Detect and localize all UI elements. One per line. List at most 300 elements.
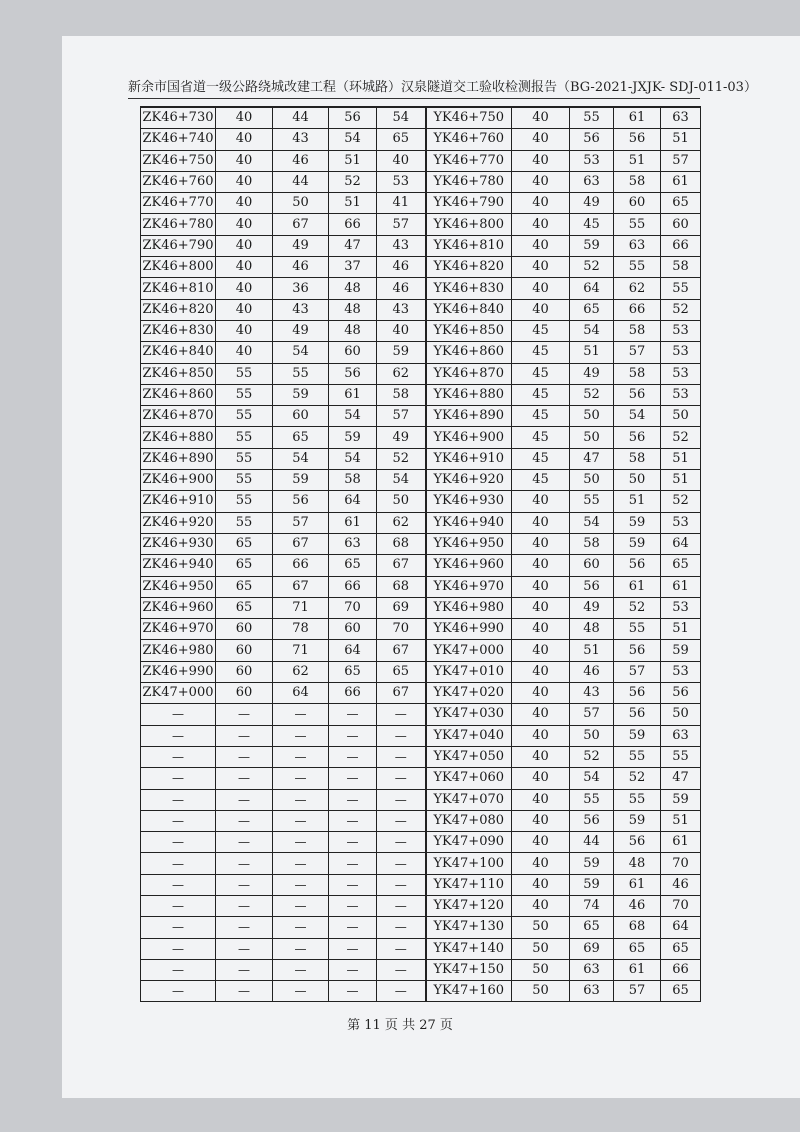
table-cell: —: [141, 810, 216, 831]
table-cell: —: [329, 725, 377, 746]
table-cell: 40: [216, 150, 273, 171]
table-cell: 59: [614, 533, 661, 554]
table-cell: 51: [661, 619, 701, 640]
table-cell: —: [329, 746, 377, 767]
table-cell: —: [377, 704, 426, 725]
table-cell: 45: [512, 342, 570, 363]
table-cell: —: [329, 832, 377, 853]
table-cell: —: [273, 895, 329, 916]
table-cell: 63: [661, 725, 701, 746]
table-cell: ZK46+970: [141, 619, 216, 640]
table-cell: 55: [614, 789, 661, 810]
table-cell: 40: [512, 193, 570, 214]
table-cell: 48: [329, 299, 377, 320]
table-cell: —: [141, 917, 216, 938]
table-cell: 56: [329, 363, 377, 384]
table-row: [141, 470, 701, 491]
table-cell: 40: [512, 746, 570, 767]
table-cell: 61: [614, 959, 661, 980]
table-cell: 57: [570, 704, 614, 725]
table-cell: 46: [661, 874, 701, 895]
table-cell: 40: [512, 832, 570, 853]
table-cell: 59: [614, 810, 661, 831]
table-cell: 69: [570, 938, 614, 959]
table-cell: YK47+080: [426, 810, 512, 831]
table-cell: 57: [614, 661, 661, 682]
table-row: [141, 448, 701, 469]
table-cell: 43: [273, 129, 329, 150]
table-cell: YK47+030: [426, 704, 512, 725]
table-cell: —: [216, 917, 273, 938]
table-cell: YK46+940: [426, 512, 512, 533]
table-cell: 54: [329, 129, 377, 150]
table-cell: 52: [614, 768, 661, 789]
table-cell: 58: [377, 384, 426, 405]
table-cell: 56: [614, 683, 661, 704]
table-cell: 56: [614, 384, 661, 405]
table-cell: —: [377, 768, 426, 789]
table-cell: 45: [512, 448, 570, 469]
table-cell: 40: [512, 107, 570, 129]
table-cell: —: [273, 874, 329, 895]
table-cell: 59: [661, 789, 701, 810]
table-cell: 44: [273, 171, 329, 192]
table-cell: 57: [614, 342, 661, 363]
table-cell: —: [141, 704, 216, 725]
table-cell: 53: [661, 384, 701, 405]
report-header: 新余市国省道一级公路绕城改建工程（环城路）汉泉隧道交工验收检测报告（BG-2021-JXJK- SDJ-011-03）: [128, 80, 757, 95]
table-cell: 51: [661, 448, 701, 469]
table-cell: 59: [273, 470, 329, 491]
table-row: [141, 725, 701, 746]
table-cell: —: [141, 853, 216, 874]
table-cell: —: [329, 853, 377, 874]
table-cell: 36: [273, 278, 329, 299]
table-cell: 65: [216, 576, 273, 597]
table-row: [141, 406, 701, 427]
table-cell: 69: [377, 597, 426, 618]
table-row: [141, 150, 701, 171]
table-cell: 65: [570, 299, 614, 320]
table-cell: 65: [216, 597, 273, 618]
table-row: [141, 235, 701, 256]
table-cell: 40: [512, 129, 570, 150]
table-cell: YK46+860: [426, 342, 512, 363]
table-cell: 71: [273, 640, 329, 661]
table-cell: 67: [273, 214, 329, 235]
table-cell: 62: [614, 278, 661, 299]
table-cell: —: [216, 704, 273, 725]
table-cell: 59: [570, 874, 614, 895]
table-row: [141, 832, 701, 853]
table-cell: 40: [512, 150, 570, 171]
table-cell: 46: [377, 257, 426, 278]
table-cell: 65: [614, 938, 661, 959]
table-cell: —: [377, 874, 426, 895]
table-cell: YK46+970: [426, 576, 512, 597]
table-cell: YK46+810: [426, 235, 512, 256]
table-cell: 49: [570, 597, 614, 618]
table-cell: 64: [661, 917, 701, 938]
table-cell: 40: [512, 640, 570, 661]
table-cell: —: [273, 789, 329, 810]
table-cell: 51: [329, 150, 377, 171]
table-row: [141, 342, 701, 363]
table-row: [141, 895, 701, 916]
table-cell: —: [141, 895, 216, 916]
table-row: [141, 555, 701, 576]
table-cell: —: [329, 959, 377, 980]
page-number: 第 11 页 共 27 页: [347, 1018, 453, 1033]
table-cell: 61: [661, 171, 701, 192]
table-cell: 40: [512, 661, 570, 682]
table-cell: —: [273, 810, 329, 831]
table-cell: YK46+800: [426, 214, 512, 235]
table-cell: 65: [661, 193, 701, 214]
table-cell: YK46+910: [426, 448, 512, 469]
table-cell: 55: [216, 363, 273, 384]
table-cell: —: [141, 959, 216, 980]
table-cell: 60: [273, 406, 329, 427]
table-cell: —: [141, 768, 216, 789]
table-cell: 68: [377, 533, 426, 554]
table-cell: YK47+010: [426, 661, 512, 682]
table-row: [141, 938, 701, 959]
table-cell: YK47+150: [426, 959, 512, 980]
table-cell: ZK46+790: [141, 235, 216, 256]
table-cell: 46: [273, 257, 329, 278]
table-cell: 68: [614, 917, 661, 938]
table-cell: —: [216, 895, 273, 916]
table-cell: 51: [661, 129, 701, 150]
table-cell: —: [377, 810, 426, 831]
table-cell: 50: [512, 938, 570, 959]
table-cell: ZK46+870: [141, 406, 216, 427]
table-cell: ZK46+900: [141, 470, 216, 491]
table-cell: 65: [216, 555, 273, 576]
table-cell: 65: [661, 555, 701, 576]
table-cell: 65: [377, 661, 426, 682]
table-cell: 51: [570, 640, 614, 661]
table-cell: —: [216, 853, 273, 874]
table-cell: 53: [661, 512, 701, 533]
table-row: [141, 320, 701, 341]
table-cell: YK46+750: [426, 107, 512, 129]
table-cell: 60: [661, 214, 701, 235]
table-cell: 45: [512, 384, 570, 405]
table-cell: 60: [216, 661, 273, 682]
table-cell: 59: [614, 725, 661, 746]
table-cell: YK47+100: [426, 853, 512, 874]
table-cell: 50: [273, 193, 329, 214]
table-cell: YK46+900: [426, 427, 512, 448]
table-cell: —: [377, 959, 426, 980]
table-cell: 52: [329, 171, 377, 192]
table-cell: 59: [377, 342, 426, 363]
table-cell: 44: [570, 832, 614, 853]
table-cell: —: [141, 789, 216, 810]
table-cell: 67: [377, 555, 426, 576]
table-cell: 50: [512, 981, 570, 1002]
table-cell: 53: [377, 171, 426, 192]
table-cell: 50: [570, 725, 614, 746]
table-cell: ZK46+980: [141, 640, 216, 661]
table-cell: 40: [512, 874, 570, 895]
table-cell: ZK46+990: [141, 661, 216, 682]
table-cell: 63: [570, 959, 614, 980]
table-cell: 58: [614, 363, 661, 384]
table-cell: 64: [661, 533, 701, 554]
table-cell: 51: [570, 342, 614, 363]
header-divider: [128, 98, 700, 99]
table-cell: YK47+130: [426, 917, 512, 938]
table-cell: 40: [512, 491, 570, 512]
table-cell: 61: [614, 107, 661, 129]
table-cell: —: [377, 895, 426, 916]
table-row: [141, 746, 701, 767]
table-cell: —: [141, 725, 216, 746]
table-cell: 46: [570, 661, 614, 682]
table-cell: 49: [570, 363, 614, 384]
table-cell: 56: [614, 832, 661, 853]
table-cell: —: [141, 832, 216, 853]
table-row: [141, 704, 701, 725]
table-cell: ZK46+910: [141, 491, 216, 512]
table-cell: 50: [570, 406, 614, 427]
table-cell: YK47+120: [426, 895, 512, 916]
table-cell: ZK46+960: [141, 597, 216, 618]
table-cell: 40: [512, 895, 570, 916]
table-cell: 57: [377, 406, 426, 427]
table-cell: 40: [216, 171, 273, 192]
table-cell: 52: [661, 299, 701, 320]
table-cell: 52: [570, 257, 614, 278]
table-cell: YK46+990: [426, 619, 512, 640]
table-cell: 63: [329, 533, 377, 554]
table-cell: 62: [273, 661, 329, 682]
table-cell: YK46+870: [426, 363, 512, 384]
table-cell: YK46+780: [426, 171, 512, 192]
table-cell: 54: [273, 342, 329, 363]
table-cell: 55: [216, 470, 273, 491]
table-cell: 60: [329, 619, 377, 640]
table-cell: 45: [570, 214, 614, 235]
table-row: [141, 129, 701, 150]
table-cell: YK46+920: [426, 470, 512, 491]
table-cell: YK46+790: [426, 193, 512, 214]
table-cell: —: [329, 917, 377, 938]
table-cell: 48: [329, 278, 377, 299]
table-cell: ZK46+840: [141, 342, 216, 363]
table-cell: 53: [570, 150, 614, 171]
table-cell: 40: [216, 342, 273, 363]
table-cell: 53: [661, 363, 701, 384]
table-cell: 51: [661, 470, 701, 491]
table-cell: 55: [614, 257, 661, 278]
table-row: [141, 576, 701, 597]
table-cell: 64: [329, 491, 377, 512]
table-row: [141, 107, 701, 129]
table-cell: 53: [661, 342, 701, 363]
table-cell: 61: [329, 512, 377, 533]
table-cell: —: [377, 725, 426, 746]
table-cell: 55: [614, 214, 661, 235]
table-cell: 50: [661, 406, 701, 427]
table-cell: 65: [329, 661, 377, 682]
table-cell: 68: [377, 576, 426, 597]
table-cell: —: [329, 981, 377, 1002]
table-cell: YK47+050: [426, 746, 512, 767]
table-cell: ZK46+800: [141, 257, 216, 278]
table-cell: 51: [614, 150, 661, 171]
table-cell: 66: [661, 959, 701, 980]
table-cell: ZK46+830: [141, 320, 216, 341]
table-cell: 55: [216, 406, 273, 427]
table-cell: 43: [377, 299, 426, 320]
table-cell: 57: [614, 981, 661, 1002]
table-row: [141, 810, 701, 831]
table-cell: 52: [614, 597, 661, 618]
table-cell: 71: [273, 597, 329, 618]
table-cell: 50: [377, 491, 426, 512]
table-cell: ZK46+950: [141, 576, 216, 597]
table-cell: 66: [329, 683, 377, 704]
table-cell: 40: [216, 278, 273, 299]
table-cell: 58: [329, 470, 377, 491]
table-cell: —: [329, 768, 377, 789]
table-cell: ZK46+920: [141, 512, 216, 533]
table-cell: 55: [216, 427, 273, 448]
table-row: [141, 193, 701, 214]
table-cell: YK46+950: [426, 533, 512, 554]
table-cell: 48: [329, 320, 377, 341]
table-cell: ZK46+760: [141, 171, 216, 192]
table-cell: ZK46+930: [141, 533, 216, 554]
table-cell: YK46+930: [426, 491, 512, 512]
table-cell: 57: [377, 214, 426, 235]
table-cell: —: [216, 981, 273, 1002]
table-row: [141, 597, 701, 618]
table-cell: 65: [273, 427, 329, 448]
table-row: [141, 278, 701, 299]
table-cell: 56: [273, 491, 329, 512]
table-cell: ZK46+780: [141, 214, 216, 235]
table-cell: 59: [273, 384, 329, 405]
table-row: [141, 853, 701, 874]
table-cell: 51: [614, 491, 661, 512]
table-cell: 47: [329, 235, 377, 256]
table-cell: 62: [377, 363, 426, 384]
table-cell: 40: [377, 320, 426, 341]
table-cell: 56: [614, 129, 661, 150]
table-cell: —: [216, 746, 273, 767]
table-row: [141, 789, 701, 810]
table-cell: 55: [661, 746, 701, 767]
table-cell: —: [329, 895, 377, 916]
table-cell: 50: [661, 704, 701, 725]
table-cell: 54: [329, 448, 377, 469]
table-cell: ZK46+730: [141, 107, 216, 129]
table-cell: 40: [512, 533, 570, 554]
table-cell: YK46+760: [426, 129, 512, 150]
table-cell: —: [329, 810, 377, 831]
table-cell: 49: [377, 427, 426, 448]
table-cell: —: [329, 704, 377, 725]
table-cell: —: [329, 874, 377, 895]
table-cell: 40: [512, 235, 570, 256]
table-cell: 43: [377, 235, 426, 256]
table-cell: 67: [377, 683, 426, 704]
table-cell: 55: [614, 619, 661, 640]
table-cell: YK46+770: [426, 150, 512, 171]
table-cell: 53: [661, 661, 701, 682]
table-cell: 54: [570, 768, 614, 789]
table-cell: 56: [614, 640, 661, 661]
table-cell: 55: [570, 789, 614, 810]
table-cell: 50: [512, 917, 570, 938]
table-cell: 55: [570, 491, 614, 512]
table-row: [141, 257, 701, 278]
table-cell: 60: [614, 193, 661, 214]
table-cell: 40: [512, 704, 570, 725]
table-cell: 54: [570, 320, 614, 341]
table-cell: 65: [377, 129, 426, 150]
table-row: [141, 384, 701, 405]
table-cell: 46: [377, 278, 426, 299]
table-cell: 40: [512, 171, 570, 192]
table-cell: 40: [512, 299, 570, 320]
table-cell: YK46+960: [426, 555, 512, 576]
table-cell: 50: [614, 470, 661, 491]
table-cell: —: [377, 853, 426, 874]
table-cell: —: [273, 725, 329, 746]
table-cell: 40: [512, 810, 570, 831]
table-cell: 65: [329, 555, 377, 576]
table-cell: —: [141, 746, 216, 767]
table-cell: 60: [216, 683, 273, 704]
table-cell: 41: [377, 193, 426, 214]
table-cell: 48: [570, 619, 614, 640]
table-cell: 63: [570, 981, 614, 1002]
table-cell: —: [273, 704, 329, 725]
table-cell: 40: [512, 683, 570, 704]
table-cell: 66: [661, 235, 701, 256]
table-cell: —: [216, 725, 273, 746]
table-cell: 55: [661, 278, 701, 299]
table-cell: —: [377, 981, 426, 1002]
table-cell: ZK46+850: [141, 363, 216, 384]
table-cell: 54: [377, 470, 426, 491]
table-cell: 47: [661, 768, 701, 789]
table-cell: 78: [273, 619, 329, 640]
table-cell: 52: [661, 427, 701, 448]
table-cell: —: [273, 853, 329, 874]
table-cell: 40: [216, 235, 273, 256]
table-cell: —: [273, 832, 329, 853]
table-cell: —: [273, 917, 329, 938]
table-cell: 56: [661, 683, 701, 704]
table-cell: 40: [512, 725, 570, 746]
table-cell: —: [216, 959, 273, 980]
table-cell: 60: [216, 640, 273, 661]
table-cell: 40: [512, 576, 570, 597]
table-cell: 55: [570, 107, 614, 129]
table-cell: 61: [661, 832, 701, 853]
table-cell: —: [329, 938, 377, 959]
table-cell: 55: [273, 363, 329, 384]
table-cell: 57: [273, 512, 329, 533]
table-cell: —: [141, 981, 216, 1002]
